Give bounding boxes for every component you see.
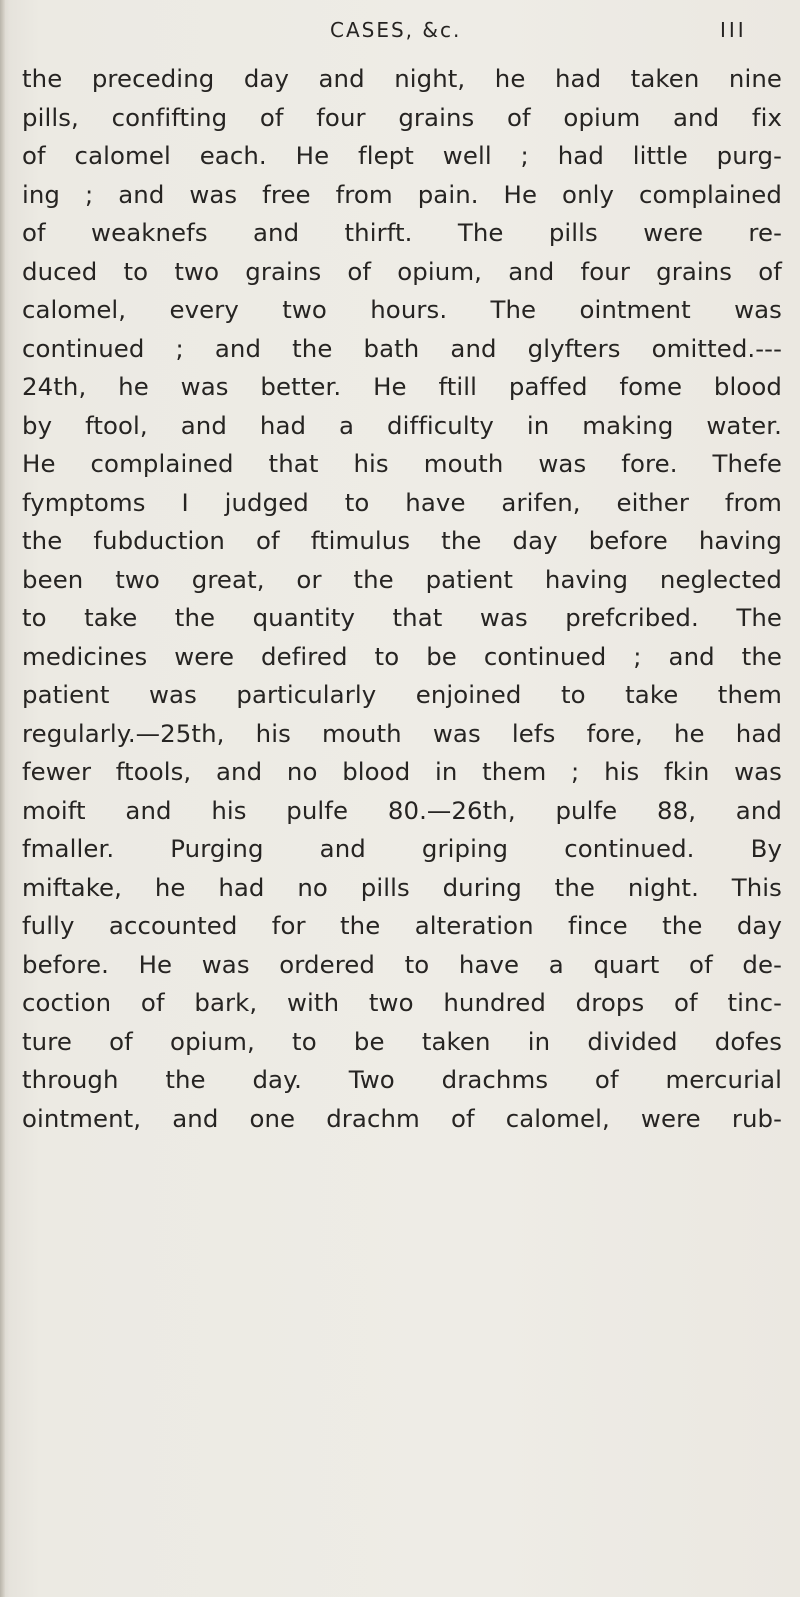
body-text [22, 60, 782, 1138]
text-line: He complained that his mouth was fore. Thefe [22, 449, 782, 478]
text-line: ointment, and one drachm of calomel, were rub- [22, 1103, 782, 1133]
text-line: calomel, every two hours. The ointment was [22, 295, 782, 324]
text-line: the preceding day and night, he had taken nine [22, 64, 782, 93]
text-line: patient was particularly enjoined to take them [22, 680, 782, 709]
text-line: to take the quantity that was prefcribed. The [22, 603, 782, 632]
text-line: before. He was ordered to have a quart of de- [22, 949, 782, 979]
text-line: regularly.—25th, his mouth was lefs fore, he had [22, 718, 782, 748]
text-line: medicines were defired to be continued ; and the [22, 641, 782, 671]
text-line: miftake, he had no pills during the night. This [22, 872, 782, 902]
text-line: fully accounted for the alteration fince the day [22, 911, 782, 940]
text-line: pills, confifting of four grains of opium and fix [22, 102, 782, 132]
text-line: through the day. Two drachms of mercurial [22, 1065, 782, 1094]
text-line: of calomel each. He flept well ; had little purg- [22, 141, 782, 170]
page-number: III [720, 18, 747, 42]
text-line: continued ; and the bath and glyfters omitted.--- [22, 333, 782, 363]
text-line: ture of opium, to be taken in divided dofes [22, 1026, 782, 1056]
text-line: fewer ftools, and no blood in them ; his fkin was [22, 757, 782, 786]
text-line: of weaknefs and thirft. The pills were re- [22, 218, 782, 247]
text-line: the fubduction of ftimulus the day before having [22, 526, 782, 555]
text-line: duced to two grains of opium, and four grains of [22, 256, 782, 286]
text-line: coction of bark, with two hundred drops of tinc- [22, 988, 782, 1017]
text-line: ing ; and was free from pain. He only complained [22, 179, 782, 209]
text-line: 24th, he was better. He ftill paffed fome blood [22, 372, 782, 401]
running-head: CASES, &c. [330, 18, 462, 42]
text-line: fmaller. Purging and griping continued. By [22, 834, 782, 863]
text-line: fymptoms I judged to have arifen, either from [22, 487, 782, 517]
text-line: by ftool, and had a difficulty in making water. [22, 410, 782, 440]
page-header [0, 14, 800, 48]
text-line: moift and his pulfe 80.—26th, pulfe 88, and [22, 795, 782, 825]
text-line: been two great, or the patient having neglected [22, 564, 782, 594]
page-binding-edge [0, 0, 5, 1597]
